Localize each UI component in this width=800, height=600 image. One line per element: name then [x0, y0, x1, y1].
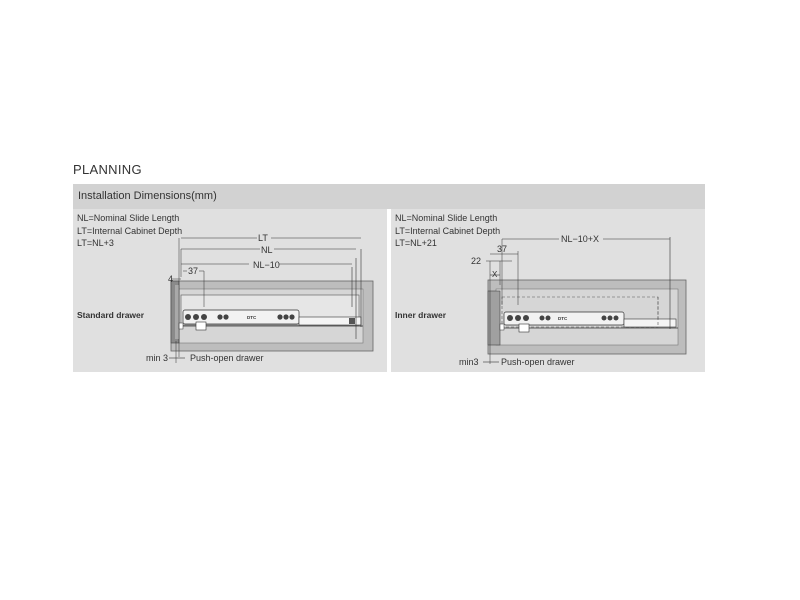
- push-open-label: Push-open drawer: [190, 353, 264, 363]
- inner-drawer-diagram: [391, 209, 705, 372]
- page-title: PLANNING: [73, 162, 142, 177]
- brand-mark: DTC: [247, 315, 257, 320]
- standard-drawer-panel: [73, 209, 387, 372]
- roller-icon: [546, 316, 551, 321]
- dimension-22-label: 22: [471, 256, 482, 266]
- dimension-nl-label: NL: [261, 245, 273, 255]
- push-open-label: Push-open drawer: [501, 357, 575, 367]
- roller-icon: [201, 314, 207, 320]
- roller-icon: [602, 316, 607, 321]
- section-header-title: Installation Dimensions(mm): [78, 190, 217, 202]
- roller-icon: [185, 314, 191, 320]
- lock-icon: [179, 323, 183, 329]
- brand-mark: DTC: [558, 316, 568, 321]
- dimension-nl10-label: NL−10: [253, 260, 280, 270]
- roller-icon: [277, 314, 282, 319]
- lock-icon: [500, 324, 504, 330]
- roller-icon: [193, 314, 199, 320]
- roller-icon: [540, 316, 545, 321]
- roller-icon: [289, 314, 294, 319]
- roller-icon: [223, 314, 228, 319]
- roller-icon: [614, 316, 619, 321]
- roller-icon: [507, 315, 513, 321]
- legend-line: LT=NL+3: [77, 238, 114, 248]
- dimension-x-label: X: [492, 270, 498, 279]
- standard-drawer-label: Standard drawer: [77, 310, 145, 320]
- roller-icon: [608, 316, 613, 321]
- roller-icon: [217, 314, 222, 319]
- legend-line: LT=Internal Cabinet Depth: [77, 225, 183, 236]
- roller-icon: [523, 315, 529, 321]
- section-header: [73, 184, 705, 209]
- rear-bracket: [349, 318, 355, 324]
- legend-line: NL=Nominal Slide Length: [395, 213, 498, 223]
- dimension-min-label: min 3: [146, 353, 169, 363]
- slide-extension: [624, 319, 676, 327]
- standard-drawer-diagram: [73, 209, 387, 372]
- legend-line: LT=NL+21: [395, 238, 437, 248]
- dimension-lt-label: LT: [258, 233, 268, 243]
- dimension-nl10x-label: NL−10+X: [561, 234, 600, 244]
- legend-line: LT=Internal Cabinet Depth: [395, 225, 501, 236]
- legend-line: NL=Nominal Slide Length: [77, 213, 180, 223]
- clip-icon: [519, 324, 529, 332]
- clip-icon: [196, 322, 206, 330]
- roller-icon: [283, 314, 288, 319]
- dimension-37-label: 37: [497, 244, 508, 254]
- dimension-37-label: 37: [188, 266, 199, 276]
- inner-drawer-panel: [391, 209, 705, 372]
- dimension-min-label: min3: [459, 357, 479, 367]
- inner-drawer-label: Inner drawer: [395, 310, 447, 320]
- dimension-4-label: 4: [168, 274, 174, 284]
- drawer-front-edge: [175, 285, 179, 339]
- roller-icon: [515, 315, 521, 321]
